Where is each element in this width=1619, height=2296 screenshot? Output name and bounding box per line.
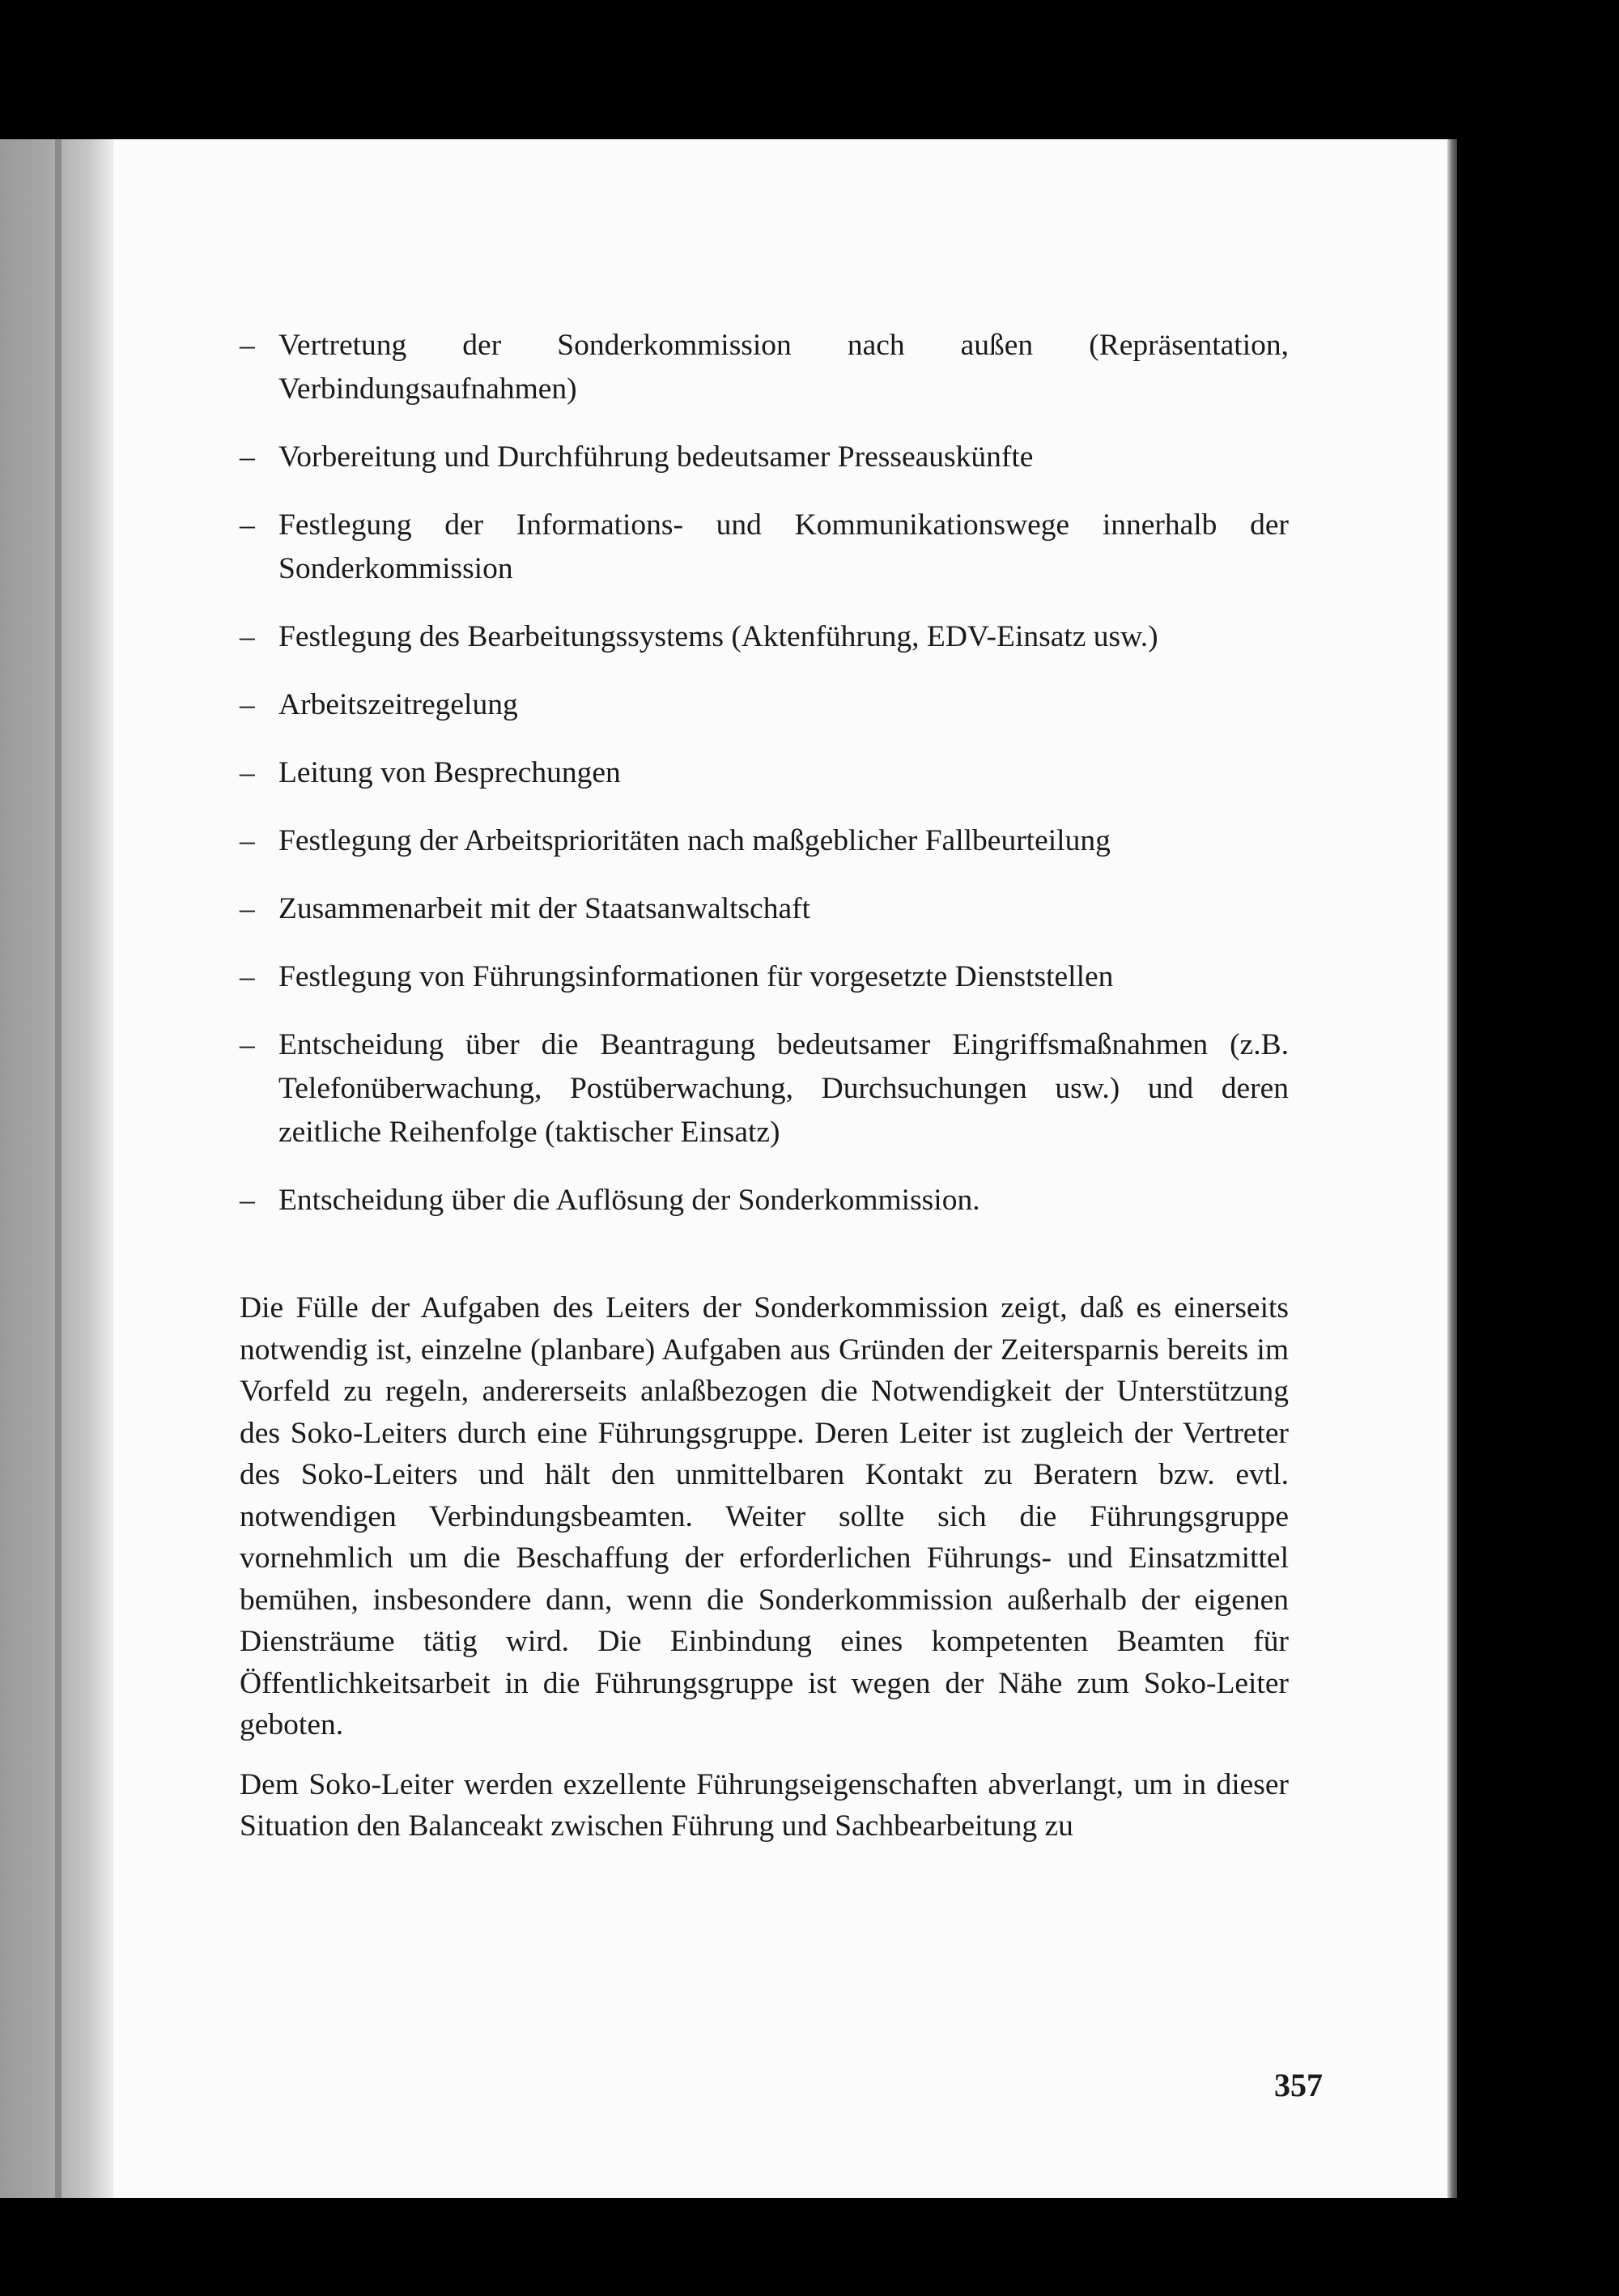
list-dash: – bbox=[240, 892, 255, 925]
list-dash: – bbox=[240, 508, 255, 542]
list-item bbox=[240, 1023, 1289, 1154]
list-item-text: Entscheidung über die Auflösung der Sonderkommission. bbox=[278, 1184, 980, 1217]
list-item-text: Festlegung der Arbeitsprioritäten nach maßgeblicher Fallbeurteilung bbox=[278, 824, 1111, 857]
list-item-text: Festlegung des Bearbeitungssystems (Aktenführung, EDV-Einsatz usw.) bbox=[278, 620, 1158, 653]
list-item-text: Festlegung von Führungsinformationen für vorgesetzte Dienststellen bbox=[278, 960, 1114, 993]
list-item-text: Zusammenarbeit mit der Staatsanwaltschaft bbox=[278, 892, 811, 925]
page-content bbox=[240, 324, 1289, 1847]
list-item-text: Entscheidung über die Beantragung bedeutsamer Eingriffsmaßnahmen (z.B. Telefonüberwachung, Postüberwachung, Durchsuchungen usw.) und deren zeitliche Reihenfolge (taktischer Einsatz) bbox=[278, 1028, 1289, 1149]
list-dash: – bbox=[240, 688, 255, 721]
list-item-text: Leitung von Besprechungen bbox=[278, 756, 621, 789]
task-list bbox=[240, 324, 1289, 1222]
list-dash: – bbox=[240, 824, 255, 857]
list-item bbox=[240, 1179, 1289, 1222]
list-item bbox=[240, 504, 1289, 591]
list-item-text: Vertretung der Sonderkommission nach außen (Repräsentation, Verbindungsaufnahmen) bbox=[278, 329, 1289, 406]
list-item-text: Vorbereitung und Durchführung bedeutsamer Presseauskünfte bbox=[278, 440, 1034, 474]
list-item bbox=[240, 751, 1289, 795]
list-item-text: Arbeitszeitregelung bbox=[278, 688, 518, 721]
list-dash: – bbox=[240, 440, 255, 474]
list-item bbox=[240, 887, 1289, 931]
page-number: 357 bbox=[1274, 2067, 1323, 2103]
list-dash: – bbox=[240, 1184, 255, 1217]
page-edge bbox=[1447, 139, 1457, 2198]
list-item bbox=[240, 436, 1289, 479]
body-paragraph: Die Fülle der Aufgaben des Leiters der Sonderkommission zeigt, daß es einerseits notwendig ist, einzelne (planbare) Aufgaben aus Gründen der Zeitersparnis bereits im Vorfeld zu regeln, andererseits anlaßbezogen die Notwendigkeit der Unterstützung des Soko-Leiters durch eine Führungsgruppe. Deren Leiter ist zugleich der Vertreter des Soko-Leiters und hält den unmittelbaren Kontakt zu Beratern bzw. evtl. notwendigen Verbindungsbeamten. Weiter sollte sich die Führungsgruppe vornehmlich um die Beschaffung der erforderlichen Führungs- und Einsatzmittel bemühen, insbesondere dann, wenn die Sonderkommission außerhalb der eigenen Diensträume tätig wird. Die Einbindung eines kompetenten Beamten für Öffentlichkeitsarbeit in die Führungsgruppe ist wegen der Nähe zum Soko-Leiter geboten. bbox=[240, 1291, 1289, 1741]
list-dash: – bbox=[240, 1028, 255, 1061]
list-item bbox=[240, 819, 1289, 863]
list-dash: – bbox=[240, 756, 255, 789]
binding-line bbox=[55, 139, 62, 2198]
body-paragraph: Dem Soko-Leiter werden exzellente Führungseigenschaften abverlangt, um in dieser Situation den Balanceakt zwischen Führung und Sachbearbeitung zu bbox=[240, 1767, 1289, 1843]
list-item bbox=[240, 683, 1289, 727]
list-item-text: Festlegung der Informations- und Kommunikationswege innerhalb der Sonderkommission bbox=[278, 508, 1289, 585]
list-dash: – bbox=[240, 960, 255, 993]
list-dash: – bbox=[240, 620, 255, 653]
list-item bbox=[240, 324, 1289, 411]
list-item bbox=[240, 615, 1289, 659]
list-item bbox=[240, 955, 1289, 999]
list-dash: – bbox=[240, 329, 255, 362]
